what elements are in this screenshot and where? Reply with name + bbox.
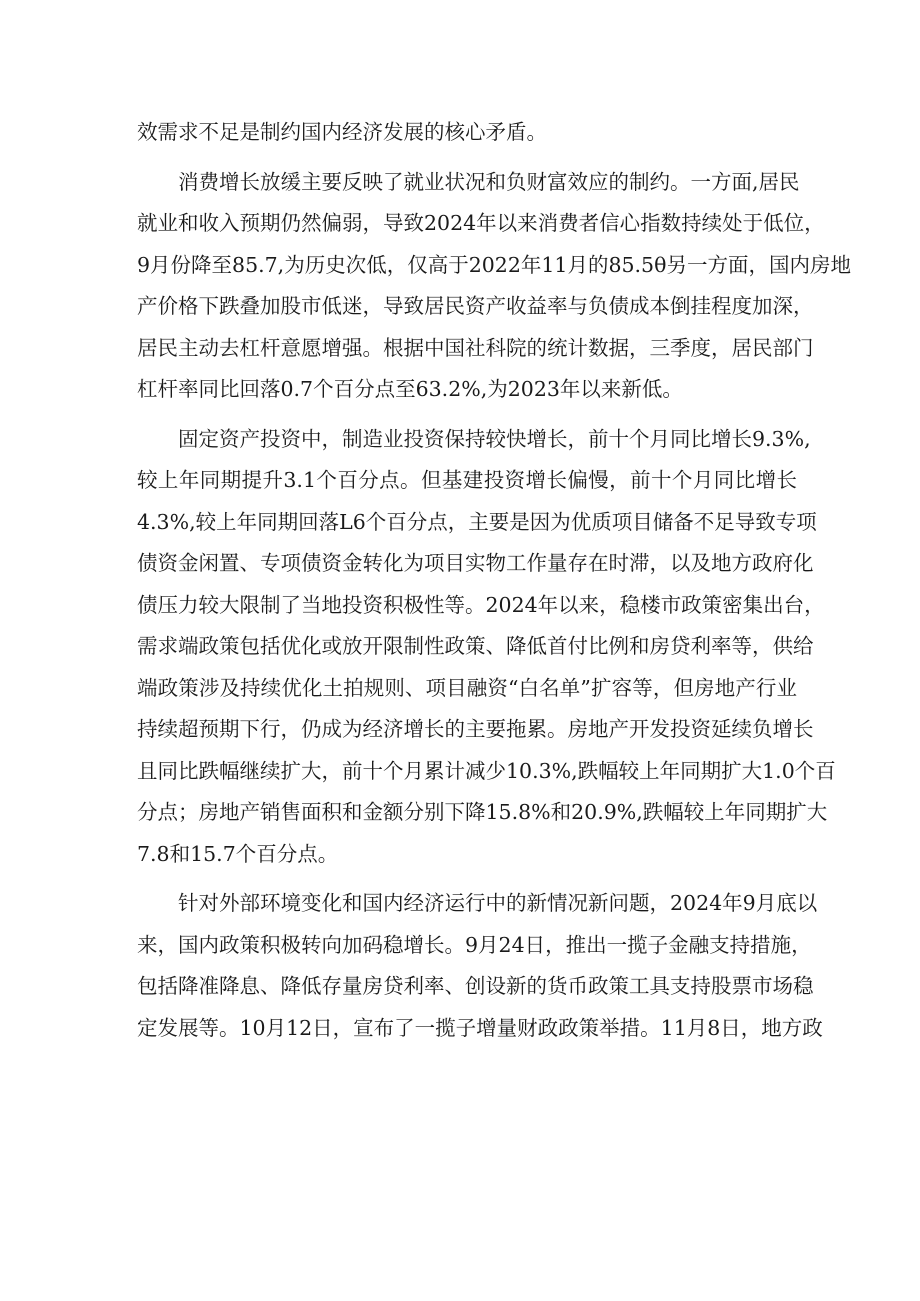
text-line: 分点；房地产销售面积和金额分别下降15.8%和20.9%,跌幅较上年同期扩大 xyxy=(137,800,828,824)
text-line: 7.8和15.7个百分点。 xyxy=(137,841,339,866)
text-line: 且同比跌幅继续扩大，前十个月累计减少10.3%,跌幅较上年同期扩大1.0个百 xyxy=(137,758,836,783)
paragraph xyxy=(137,883,823,1049)
text-line: 固定资产投资中，制造业投资保持较快增长，前十个月同比增长9.3%, xyxy=(178,426,811,451)
text-line: 需求端政策包括优化或放开限制性政策、降低首付比例和房贷利率等，供给 xyxy=(137,634,814,658)
text-line: 债压力较大限制了当地投资积极性等。2024年以来，稳楼市政策密集出台， xyxy=(137,592,825,617)
document-body xyxy=(137,112,851,1057)
text-line: 9月份降至85.7,为历史次低，仅高于2022年11月的85.5θ另一方面，国内房地 xyxy=(137,252,851,277)
text-line: 4.3%,较上年同期回落L6个百分点，主要是因为优质项目储备不足导致专项 xyxy=(137,509,817,534)
text-line: 端政策涉及持续优化土拍规则、项目融资“白名单”扩容等，但房地产行业 xyxy=(137,675,797,700)
paragraph xyxy=(137,162,851,411)
text-line: 就业和收入预期仍然偏弱，导致2024年以来消费者信心指数持续处于低位， xyxy=(137,211,825,235)
text-line: 效需求不足是制约国内经济发展的核心矛盾。 xyxy=(137,120,547,144)
text-line: 包括降准降息、降低存量房贷利率、创设新的货币政策工具支持股票市场稳 xyxy=(137,974,814,998)
text-line: 消费增长放缓主要反映了就业状况和负财富效应的制约。一方面,居民 xyxy=(178,169,800,194)
paragraph xyxy=(137,112,797,154)
text-line: 较上年同期提升3.1个百分点。但基建投资增长偏慢，前十个月同比增长 xyxy=(137,468,797,492)
text-line: 产价格下跌叠加股市低迷，导致居民资产收益率与负债成本倒挂程度加深， xyxy=(137,294,814,318)
text-line: 债资金闲置、专项债资金转化为项目实物工作量存在时滞，以及地方政府化 xyxy=(137,551,814,575)
text-line: 来，国内政策积极转向加码稳增长。9月24日，推出一揽子金融支持措施， xyxy=(137,932,812,957)
text-line: 定发展等。10月12日，宣布了一揽子增量财政政策举措。11月8日，地方政 xyxy=(137,1015,823,1040)
text-line: 针对外部环境变化和国内经济运行中的新情况新问题，2024年9月底以 xyxy=(178,891,818,915)
paragraph xyxy=(137,419,836,876)
text-line: 居民主动去杠杆意愿增强。根据中国社科院的统计数据，三季度，居民部门 xyxy=(137,335,814,360)
text-line: 杠杆率同比回落0.7个百分点至63.2%,为2023年以来新低。 xyxy=(137,377,683,401)
text-line: 持续超预期下行，仍成为经济增长的主要拖累。房地产开发投资延续负增长 xyxy=(137,717,814,741)
